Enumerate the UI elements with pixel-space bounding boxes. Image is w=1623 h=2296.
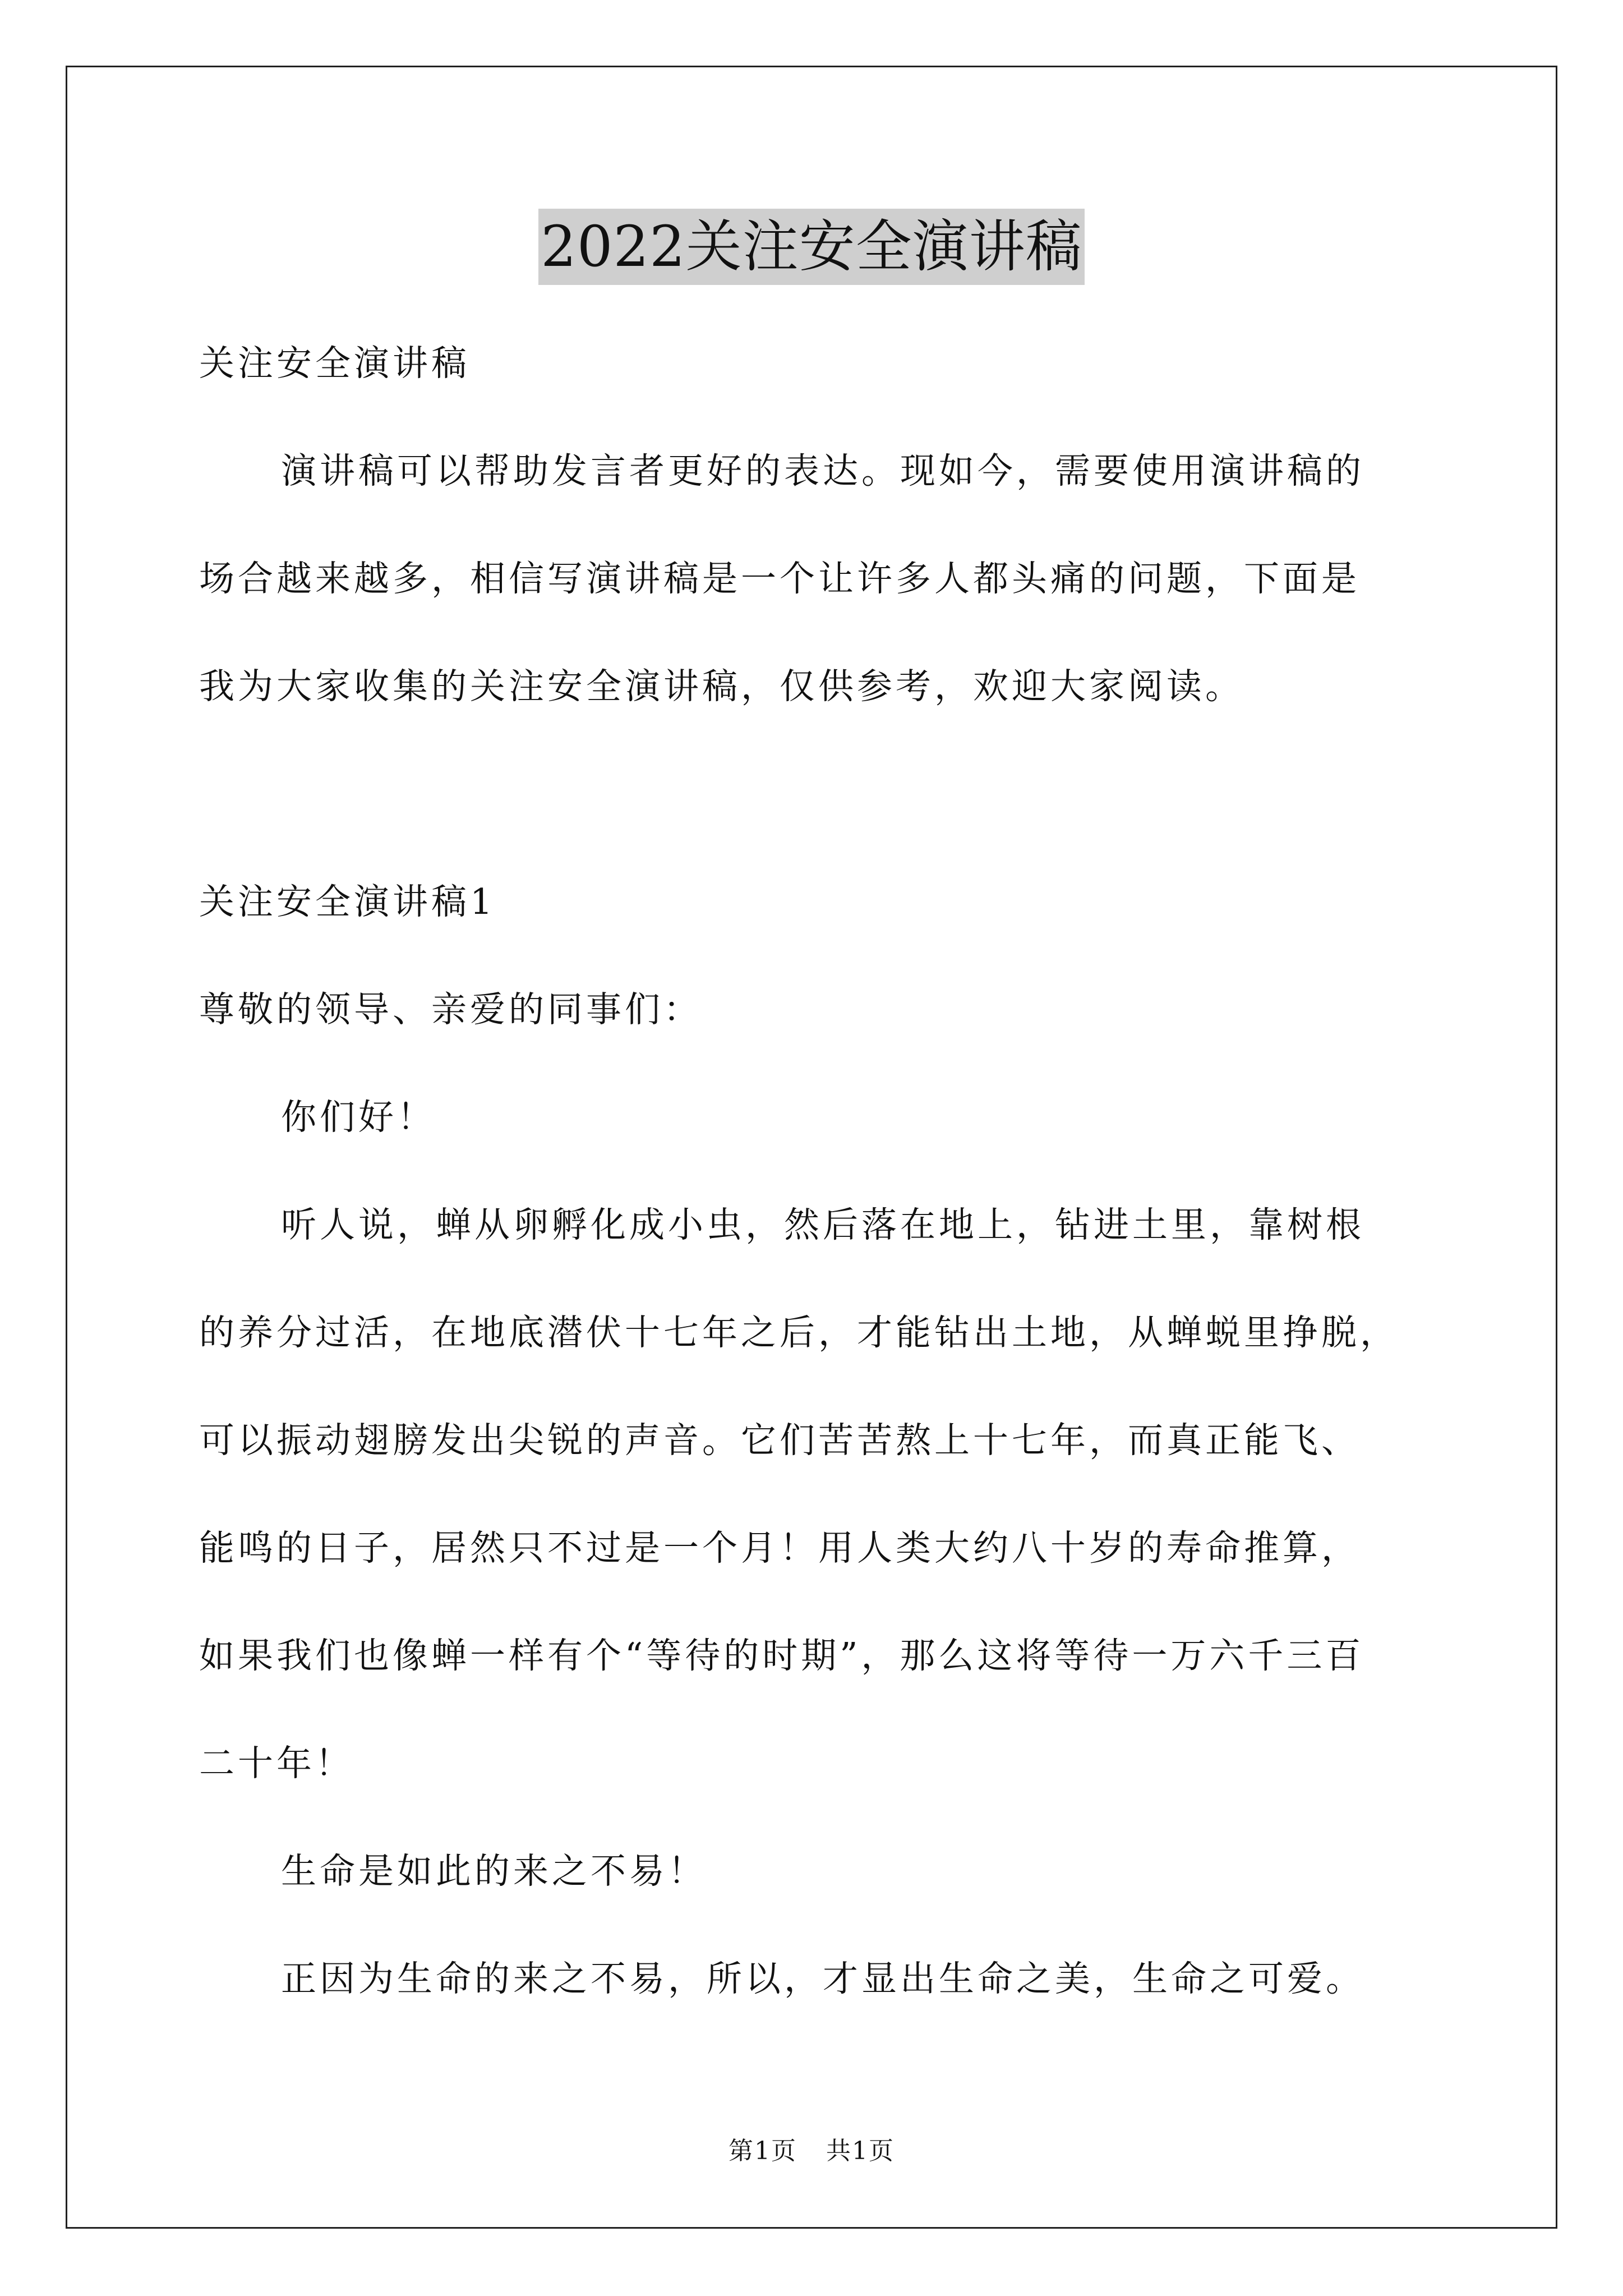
paragraph-line: 的养分过活，在地底潜伏十七年之后，才能钻出土地，从蝉蜕里挣脱， — [199, 1312, 1399, 1353]
greeting: 你们好！ — [281, 1097, 436, 1138]
intro-line: 我为大家收集的关注安全演讲稿，仅供参考，欢迎大家阅读。 — [199, 666, 1244, 707]
paragraph-line: 听人说，蝉从卵孵化成小虫，然后落在地上，钻进土里，靠树根 — [281, 1204, 1364, 1245]
document-title: 2022关注安全演讲稿 — [538, 209, 1085, 285]
section-heading: 关注安全演讲稿1 — [199, 881, 496, 922]
paragraph-line: 正因为生命的来之不易，所以，才显出生命之美，生命之可爱。 — [281, 1958, 1364, 1999]
paragraph-line: 生命是如此的来之不易！ — [281, 1851, 707, 1892]
title-block — [0, 209, 1623, 285]
salutation: 尊敬的领导、亲爱的同事们： — [199, 989, 702, 1030]
intro-line: 场合越来越多，相信写演讲稿是一个让许多人都头痛的问题，下面是 — [199, 558, 1360, 599]
intro-line: 演讲稿可以帮助发言者更好的表达。现如今，需要使用演讲稿的 — [281, 450, 1364, 491]
page-number: 第1页 — [728, 2137, 797, 2165]
paragraph-line: 可以振动翅膀发出尖锐的声音。它们苦苦熬上十七年，而真正能飞、 — [199, 1420, 1360, 1461]
page-total: 共1页 — [826, 2137, 895, 2165]
paragraph-line: 能鸣的日子，居然只不过是一个月！用人类大约八十岁的寿命推算， — [199, 1527, 1360, 1568]
document-body — [199, 310, 1461, 2033]
paragraph-line: 二十年！ — [199, 1743, 354, 1784]
paragraph-line: 如果我们也像蝉一样有个“等待的时期”，那么这将等待一万六千三百 — [199, 1635, 1364, 1676]
subtitle: 关注安全演讲稿 — [199, 343, 470, 384]
page-footer — [0, 2134, 1623, 2168]
spacer — [199, 740, 1461, 848]
